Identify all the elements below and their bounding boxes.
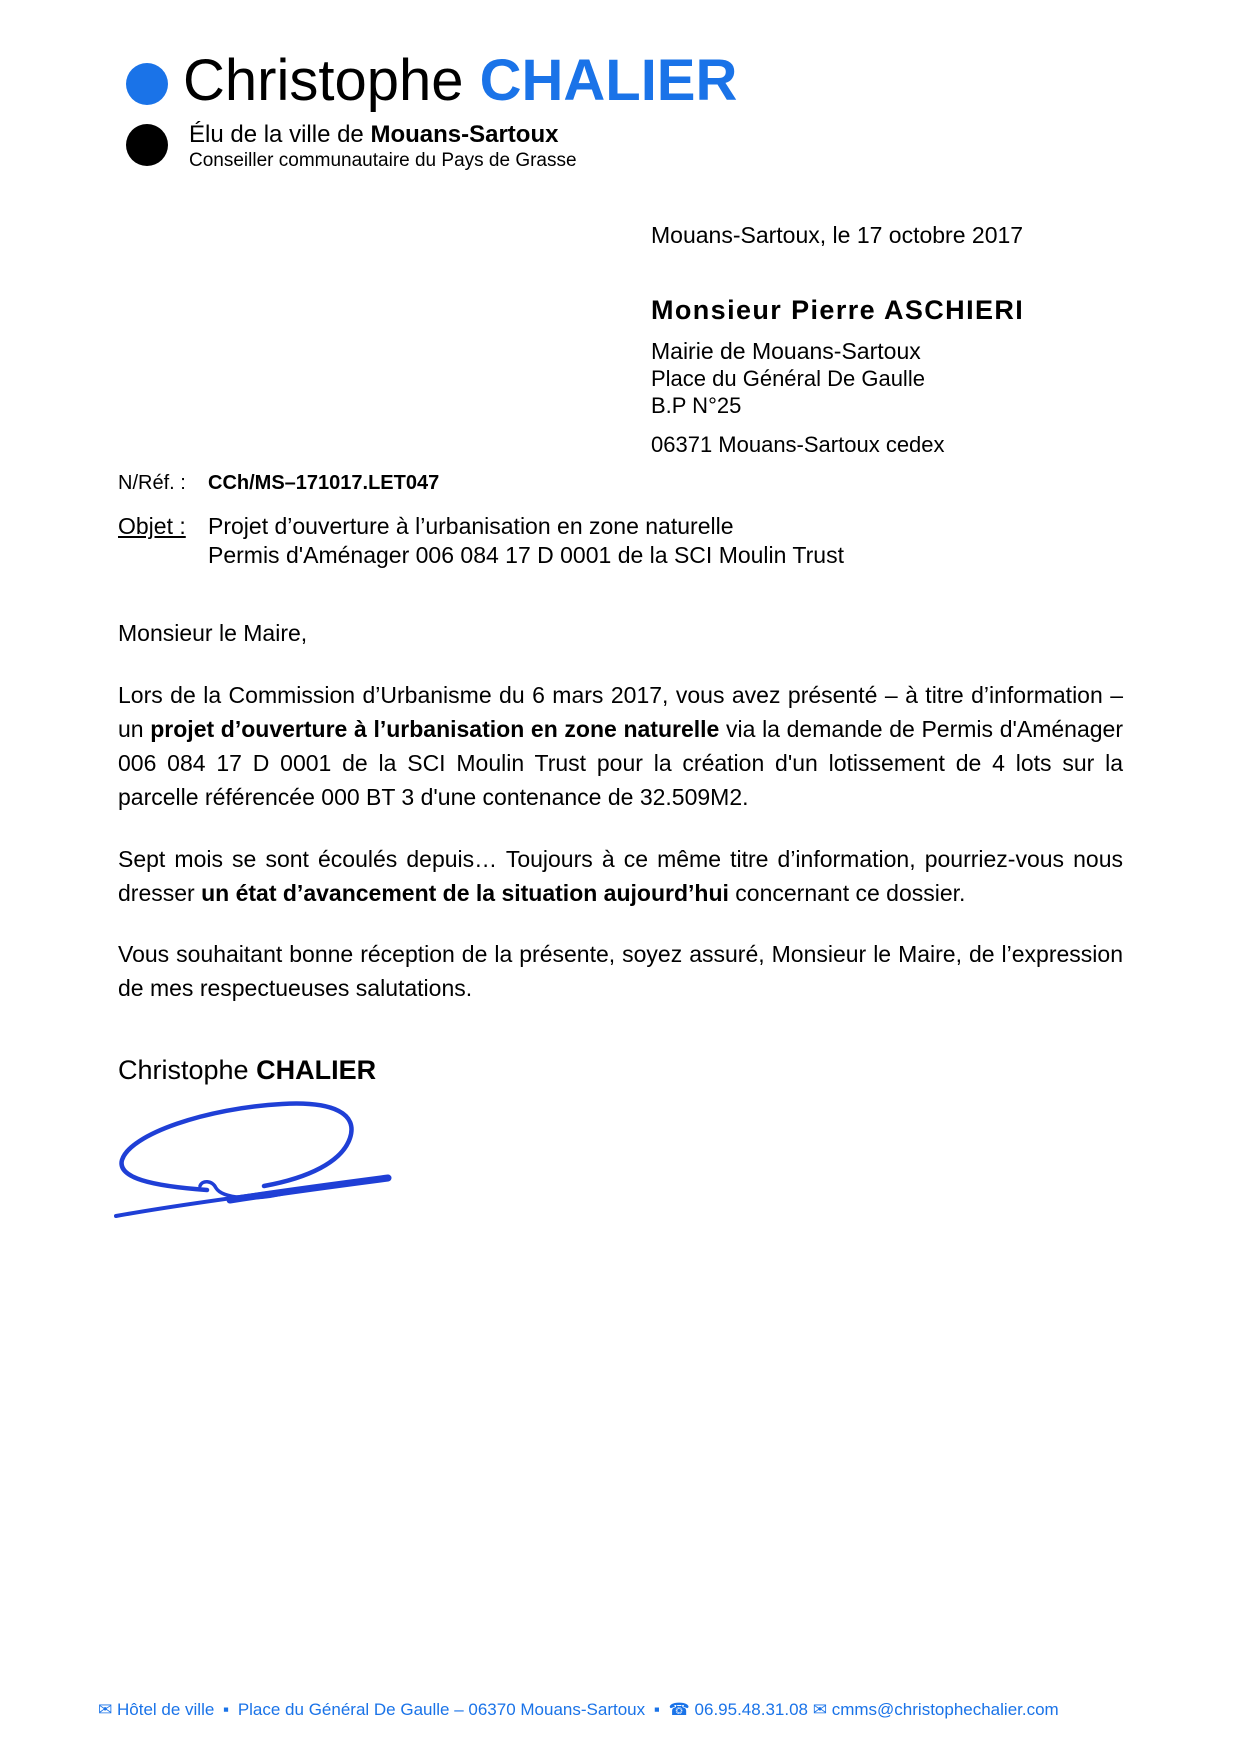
- blue-bullet-icon: [126, 63, 168, 105]
- email-icon: ✉: [812, 1700, 827, 1719]
- paragraph-1-text-end: via la demande de Permis d'Aménager 006 084 17 D 0001 de la SCI Moulin Trust pour la création d'un lotissement de 4 lots sur la parcelle référencée 000 BT 3 d'une contenance de 32.509M2.: [118, 716, 1123, 810]
- letterhead-name: [183, 46, 737, 116]
- elu-city: Mouans-Sartoux: [370, 121, 559, 148]
- paragraph-2-text: Sept mois se sont écoulés depuis… Toujours à ce même titre d’information, pourriez-vous nous dresser: [118, 846, 1123, 906]
- recipient-name: Monsieur Pierre ASCHIERI: [651, 295, 1025, 325]
- handwritten-signature: [112, 1096, 402, 1236]
- reference-value: CCh/MS–171017.LET047: [208, 472, 440, 494]
- footer-separator: ▪: [653, 1700, 660, 1719]
- reference-label: N/Réf. :: [118, 472, 186, 494]
- paragraph-2-text-end: concernant ce dossier.: [728, 880, 966, 906]
- footer-email[interactable]: cmms@christophechalier.com: [831, 1700, 1059, 1719]
- elu-prefix: Élu de la ville de: [189, 121, 371, 148]
- object-label: Objet :: [118, 513, 186, 539]
- paragraph-1-text: Lors de la Commission d’Urbanisme du 6 mars 2017, vous avez présenté – à titre d’information – un: [118, 682, 1123, 742]
- paragraph-2: [118, 842, 1123, 910]
- recipient-address-line: B.P N°25: [651, 393, 742, 418]
- letterhead-last-name: CHALIER: [479, 48, 738, 113]
- salutation: Monsieur le Maire,: [118, 620, 308, 646]
- footer-separator: ▪: [223, 1700, 230, 1719]
- paragraph-2-emphasis: un état d’avancement de la situation aujourd’hui: [201, 880, 729, 906]
- paragraph-3: Vous souhaitant bonne réception de la présente, soyez assuré, Monsieur le Maire, de l’expression de mes respectueuses salutations.: [118, 941, 1123, 1001]
- letterhead-elu: [189, 121, 558, 149]
- footer-phone: 06.95.48.31.08: [694, 1700, 808, 1719]
- footer-address: Hôtel de ville: [116, 1700, 215, 1719]
- paragraph-1-emphasis: projet d’ouverture à l’urbanisation en zone naturelle: [150, 716, 720, 742]
- phone-icon: ☎: [668, 1700, 690, 1719]
- black-bullet-icon: [126, 124, 168, 166]
- recipient-address-line: Mairie de Mouans-Sartoux: [651, 338, 921, 364]
- date-line: Mouans-Sartoux, le 17 octobre 2017: [651, 222, 1024, 248]
- signature-first-name: Christophe: [118, 1055, 249, 1085]
- paragraph-1: [118, 678, 1123, 814]
- letterhead-first-name: Christophe: [183, 48, 464, 113]
- footer-street: Place du Général De Gaulle – 06370 Mouans-Sartoux: [237, 1700, 646, 1719]
- recipient-address-line: Place du Général De Gaulle: [651, 366, 925, 391]
- footer-contact: [98, 1700, 1059, 1720]
- signature-last-name: CHALIER: [256, 1055, 377, 1085]
- envelope-icon: ✉: [98, 1700, 113, 1719]
- signature-name: [118, 1055, 376, 1086]
- recipient-address-line: 06371 Mouans-Sartoux cedex: [651, 432, 945, 457]
- object-line-2: Permis d'Aménager 006 084 17 D 0001 de la SCI Moulin Trust: [208, 542, 844, 568]
- letterhead-role: Conseiller communautaire du Pays de Grasse: [189, 150, 577, 171]
- object-line-1: Projet d’ouverture à l’urbanisation en zone naturelle: [208, 513, 734, 539]
